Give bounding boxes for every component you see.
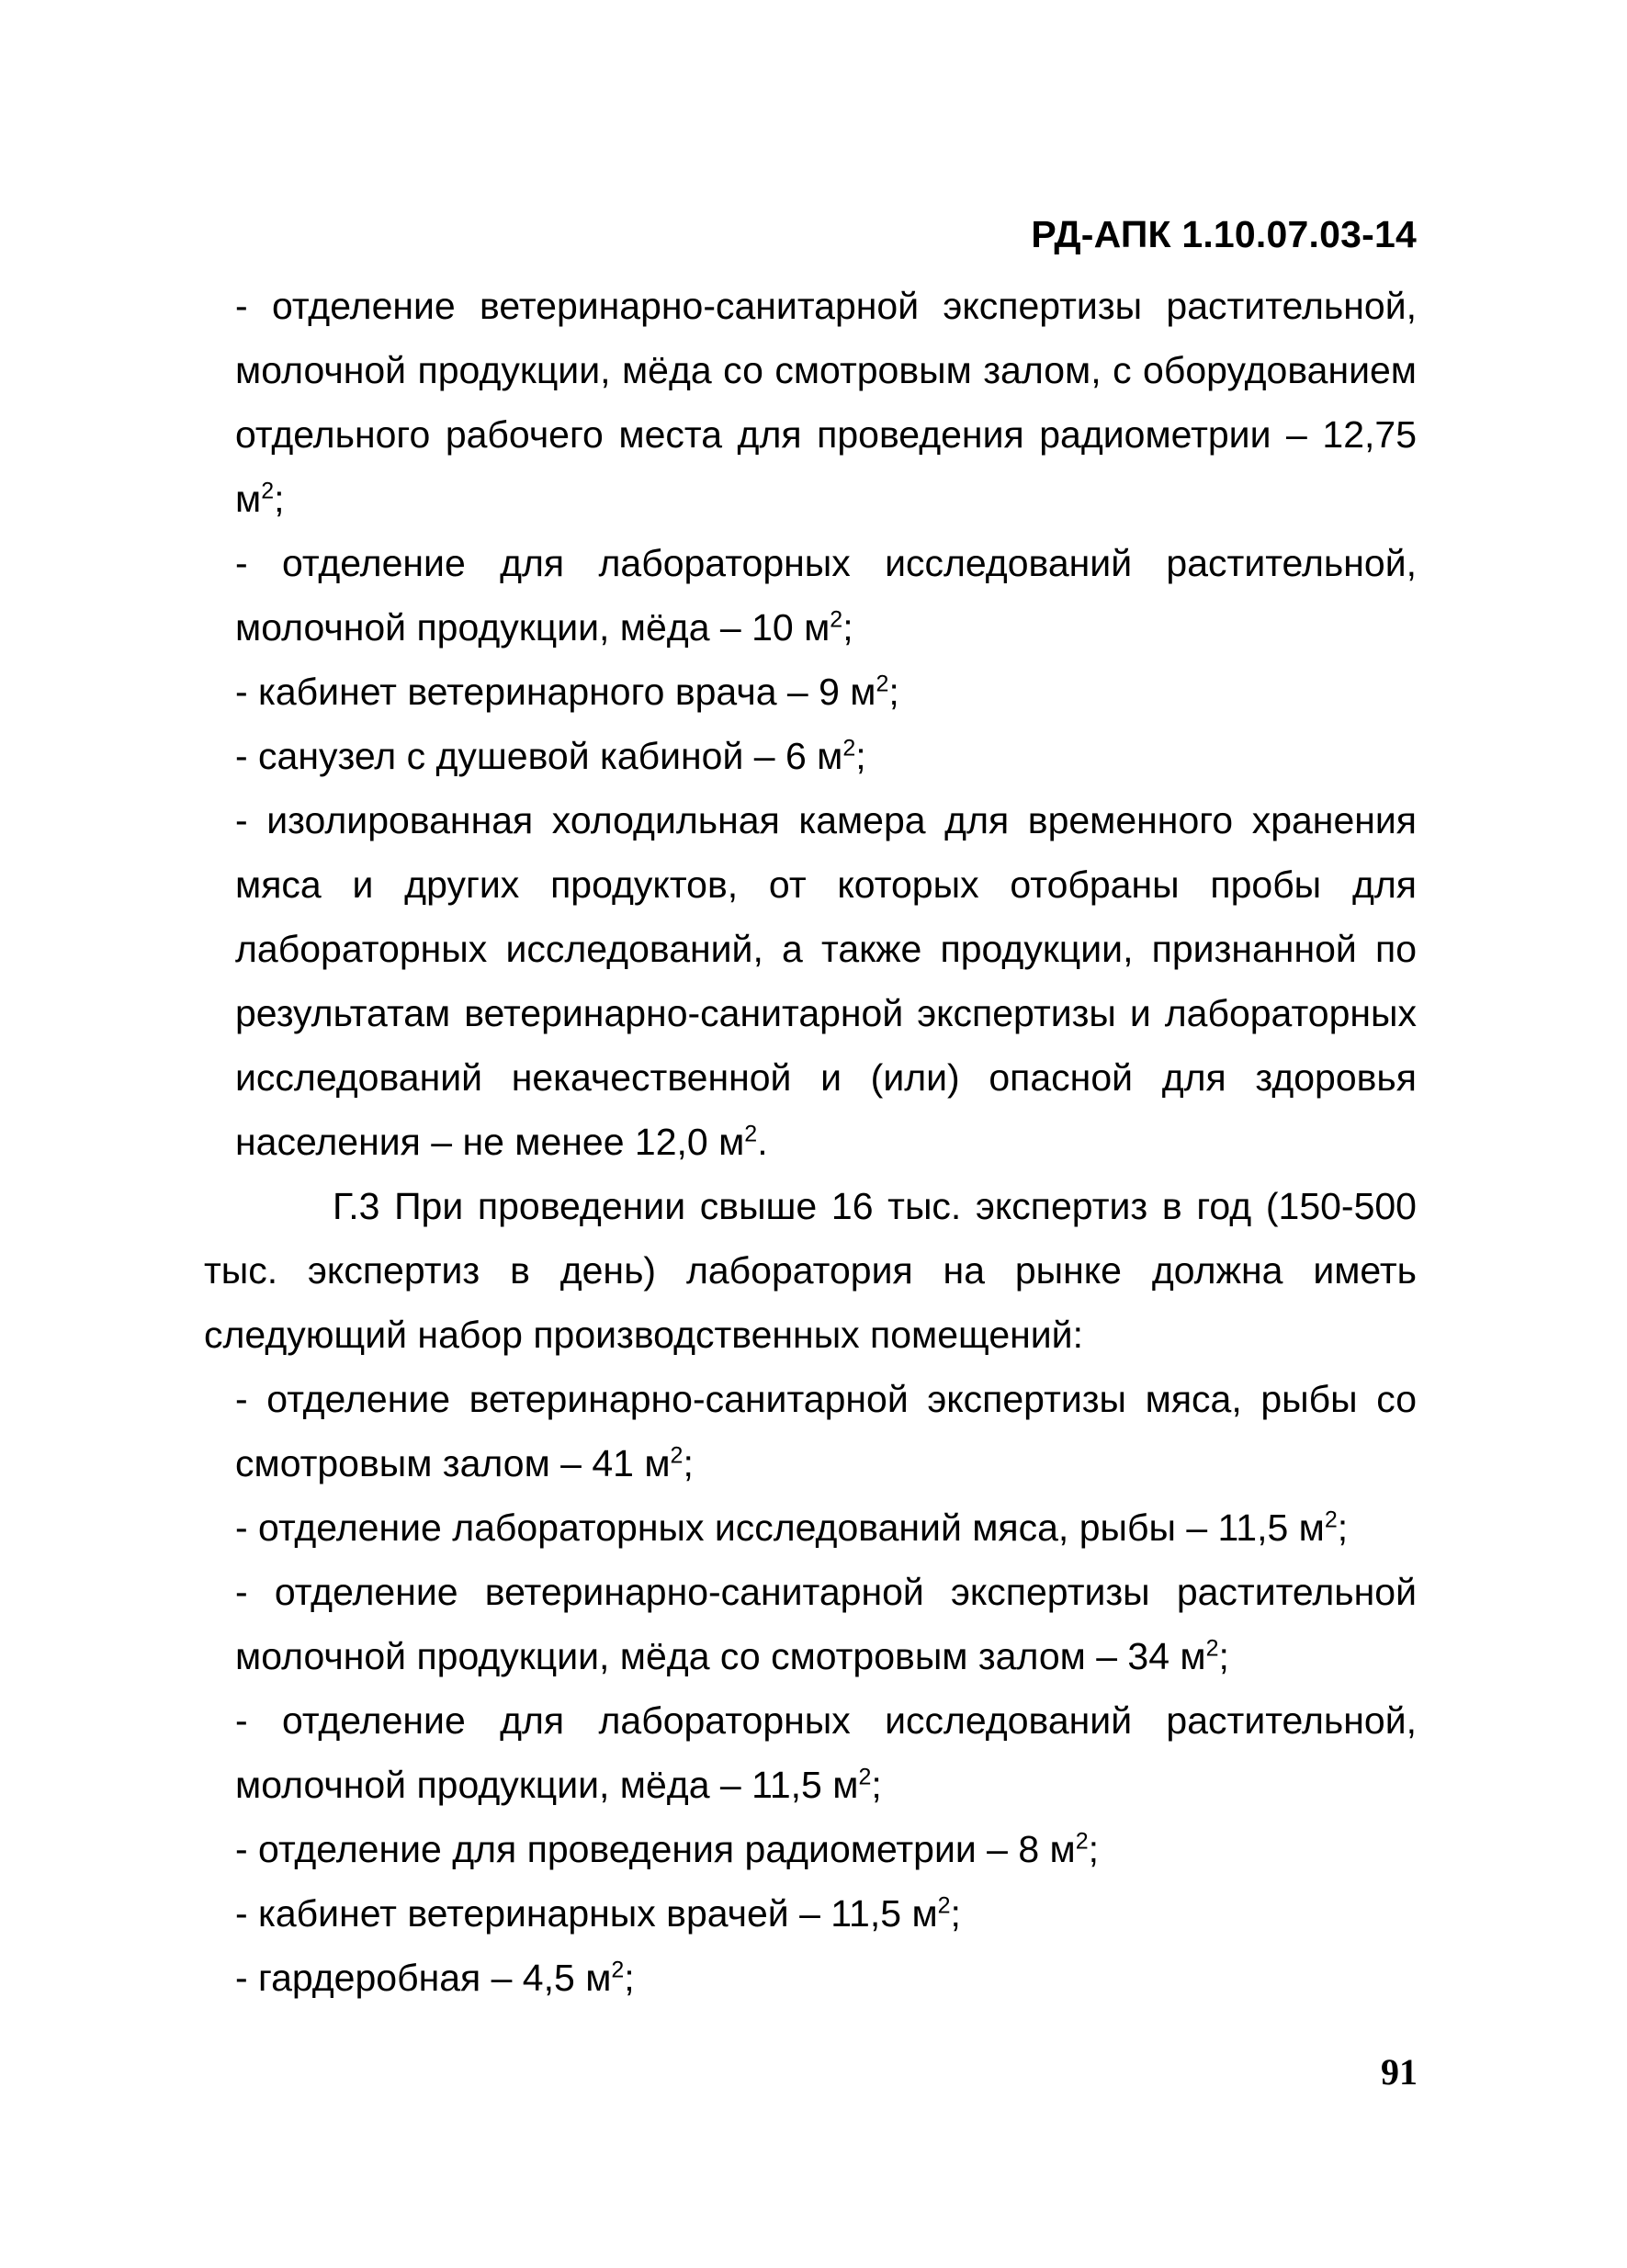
document-code-header: РД-АПК 1.10.07.03-14 xyxy=(1031,213,1417,255)
item-tail: ; xyxy=(855,735,866,777)
superscript: 2 xyxy=(261,478,275,504)
item-text: - отделение ветеринарно-санитарной экспертизы растительной, молочной продукции, мёда со смотровым залом, с оборудованием отдельного рабочего места для проведения радиометрии – 12,75 м xyxy=(235,285,1417,520)
paragraph-g3 xyxy=(204,1174,1417,1367)
list-item xyxy=(235,1560,1417,1688)
item-tail: ; xyxy=(274,478,285,520)
superscript: 2 xyxy=(1324,1506,1338,1533)
list-item xyxy=(235,1881,1417,1946)
item-text: - изолированная холодильная камера для временного хранения мяса и других продуктов, от которых отобраны пробы для лабораторных исследований, а также продукции, признанной по результатам ветеринарно-санитарной экспертизы и лабораторных исследований некачественной и (или) опасной для здоровья населения – не менее 12,0 м xyxy=(235,799,1417,1163)
item-text: - санузел с душевой кабиной – 6 м xyxy=(235,735,843,777)
item-tail: ; xyxy=(871,1764,882,1806)
list-item xyxy=(235,724,1417,788)
item-text: - отделение для лабораторных исследований растительной, молочной продукции, мёда – 10 м xyxy=(235,542,1417,649)
list-item xyxy=(235,1688,1417,1817)
list-item xyxy=(235,788,1417,1174)
item-tail: ; xyxy=(683,1442,694,1484)
list-item xyxy=(235,274,1417,531)
superscript: 2 xyxy=(842,735,856,762)
superscript: 2 xyxy=(611,1957,625,1983)
item-text: - кабинет ветеринарных врачей – 11,5 м xyxy=(235,1892,938,1935)
list-item xyxy=(235,1367,1417,1495)
superscript: 2 xyxy=(1205,1635,1219,1662)
list-item xyxy=(235,1817,1417,1881)
paragraph-text: Г.3 При проведении свыше 16 тыс. экспертиз в год (150-500 тыс. экспертиз в день) лаборатория на рынке должна иметь следующий набор производственных помещений: xyxy=(204,1185,1417,1356)
list-item xyxy=(235,1495,1417,1560)
list-item xyxy=(235,1946,1417,2010)
list-item xyxy=(235,660,1417,724)
item-tail: ; xyxy=(950,1892,961,1935)
superscript: 2 xyxy=(1075,1828,1089,1855)
item-text: - гардеробная – 4,5 м xyxy=(235,1957,612,1999)
item-text: - отделение ветеринарно-санитарной экспертизы мяса, рыбы со смотровым залом – 41 м xyxy=(235,1378,1417,1484)
item-text: - отделение для проведения радиометрии – 8 м xyxy=(235,1828,1076,1870)
item-tail: ; xyxy=(1337,1506,1349,1549)
page-number: 91 xyxy=(1381,2051,1418,2093)
superscript: 2 xyxy=(937,1892,951,1919)
item-tail: ; xyxy=(888,671,899,713)
document-body xyxy=(204,274,1417,2010)
item-text: - отделение лабораторных исследований мяса, рыбы – 11,5 м xyxy=(235,1506,1325,1549)
item-text: - отделение для лабораторных исследований растительной, молочной продукции, мёда – 11,5 м xyxy=(235,1699,1417,1806)
superscript: 2 xyxy=(876,671,889,697)
superscript: 2 xyxy=(670,1442,684,1469)
item-tail: ; xyxy=(624,1957,635,1999)
item-tail: ; xyxy=(1218,1635,1229,1677)
item-text: - отделение ветеринарно-санитарной экспертизы растительной молочной продукции, мёда со смотровым залом – 34 м xyxy=(235,1571,1417,1677)
item-tail: . xyxy=(757,1121,768,1163)
superscript: 2 xyxy=(830,606,843,633)
superscript: 2 xyxy=(744,1121,758,1147)
item-text: - кабинет ветеринарного врача – 9 м xyxy=(235,671,876,713)
item-tail: ; xyxy=(1088,1828,1100,1870)
item-tail: ; xyxy=(842,606,853,649)
superscript: 2 xyxy=(858,1764,872,1790)
list-item xyxy=(235,531,1417,660)
